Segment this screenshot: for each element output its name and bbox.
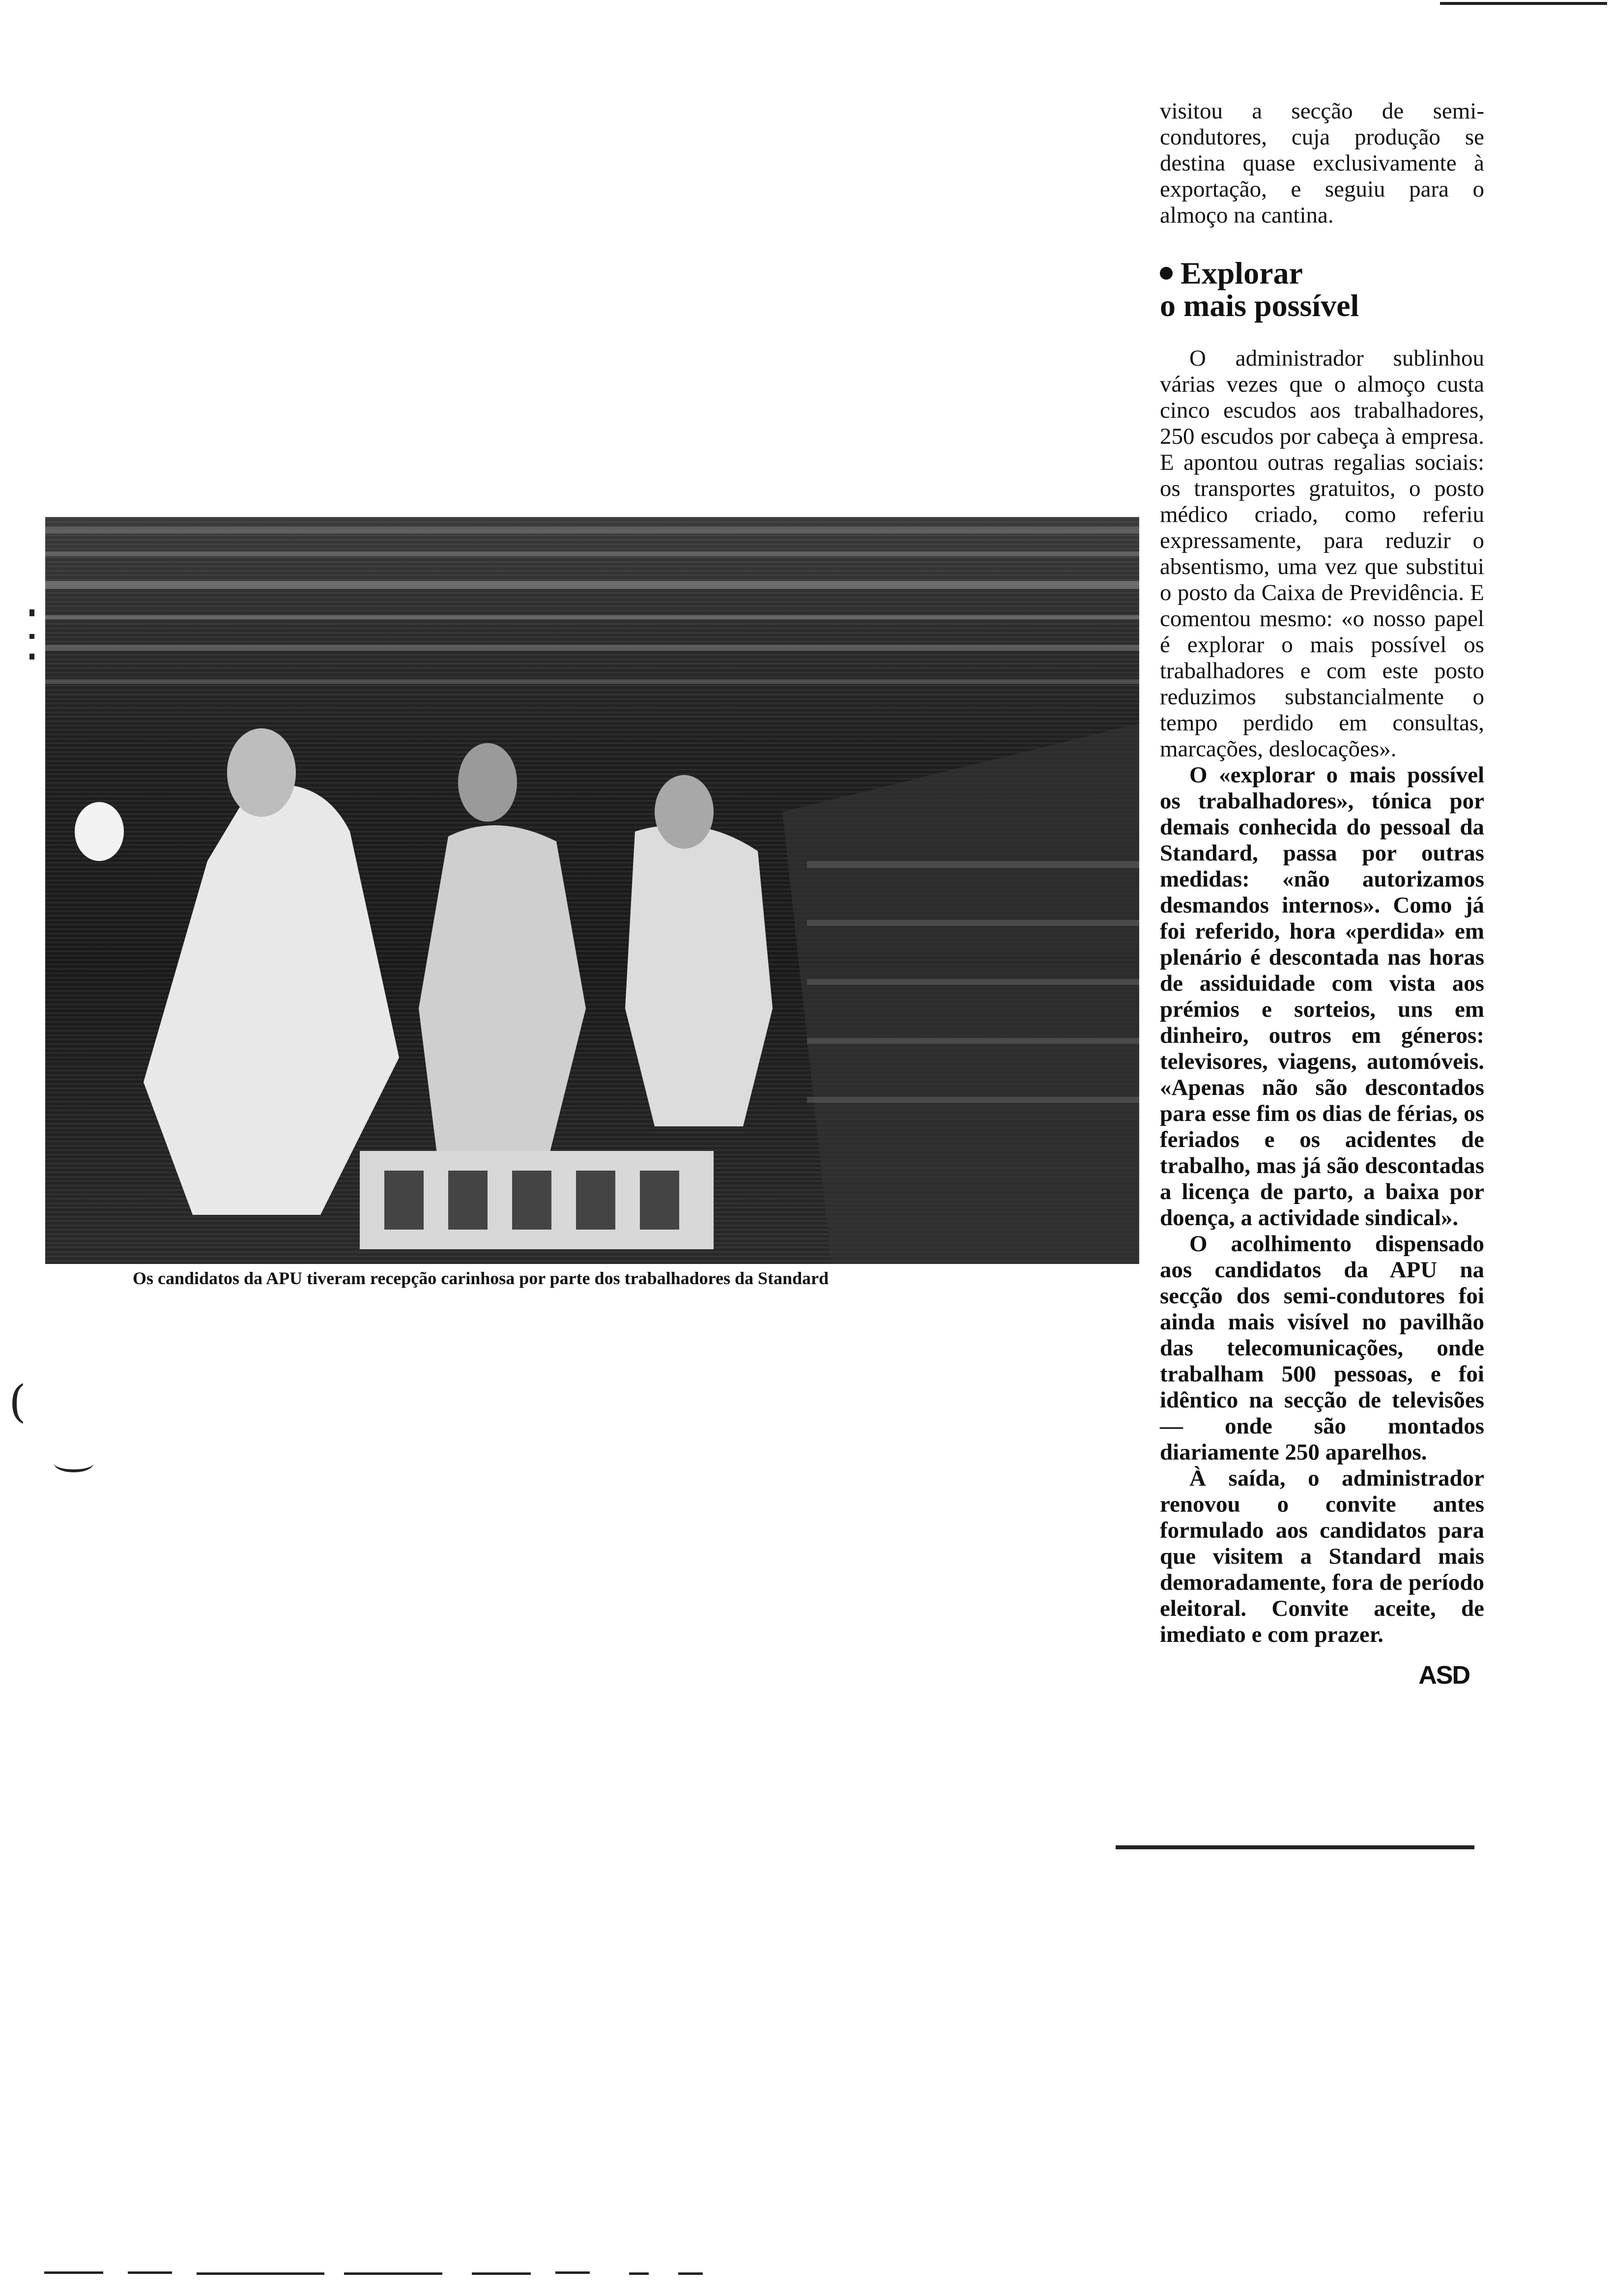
scan-mark — [472, 2272, 531, 2275]
scan-mark-curve — [54, 1455, 93, 1472]
author-signature: ASD — [1418, 1661, 1469, 1690]
subhead-line-1: Explorar — [1180, 256, 1303, 290]
article-column — [1160, 98, 1484, 1689]
scan-mark — [678, 2272, 703, 2275]
scan-mark — [344, 2272, 442, 2275]
top-rule — [1440, 2, 1607, 5]
scan-mark — [629, 2272, 649, 2275]
scan-mark-paren: ( — [9, 1376, 27, 1428]
scan-mark — [197, 2272, 324, 2275]
paragraph-2: O «explorar o mais possível os trabalhadores», tónica por demais conhecida do pessoal da Standard, passa por outras medidas: «não autorizamos desmandos internos». Como já foi referido, hora «perdida» em plenário é descontada nas horas de assiduidade com vista aos prémios e sorteios, uns em dinheiro, outros em géneros: televisores, viagens, automóveis. «Apenas não são descontados para esse fim os dias de férias, os feriados e os acidentes de trabalho, mas já são descontadas a licença de parto, a baixa por doença, a actividade sindical». — [1160, 762, 1484, 1231]
scan-mark — [29, 654, 34, 660]
paragraph-4: À saída, o administrador renovou o convite antes formulado aos candidatos para que visitem a Standard mais demoradamente, fora de período eleitoral. Convite aceite, de imediato e com prazer. — [1160, 1465, 1484, 1647]
article-subhead — [1160, 257, 1484, 322]
photo-image — [45, 517, 1139, 1264]
photo-caption: Os candidatos da APU tiveram recepção carinhosa por parte dos trabalhadores da Standard — [133, 1268, 829, 1288]
scan-mark — [44, 2271, 103, 2274]
scan-mark — [29, 609, 34, 616]
bottom-rule — [1116, 1845, 1474, 1849]
bullet-icon — [1160, 267, 1173, 280]
scan-mark — [29, 634, 34, 639]
article-photo — [45, 517, 1139, 1264]
paragraph-3: O acolhimento dispensado aos candidatos da APU na secção dos semi-condutores foi ainda mais visível no pavilhão das telecomunicações, onde trabalham 500 pessoas, e foi idêntico na secção de televisões — onde são montados diariamente 250 aparelhos. — [1160, 1231, 1484, 1465]
subhead-line-2: o mais possível — [1160, 288, 1359, 323]
article-intro: visitou a secção de semi-condutores, cuja produção se destina quase exclusivamente à exportação, e seguiu para o almoço na cantina. — [1160, 98, 1484, 228]
scan-mark — [128, 2271, 172, 2274]
paragraph-1: O administrador sublinhou várias vezes que o almoço custa cinco escudos aos trabalhadores, 250 escudos por cabeça à empresa. E apontou outras regalias sociais: os transportes gratuitos, o posto médico criado, como referiu expressamente, para reduzir o absentismo, uma vez que substitui o posto da Caixa de Previdência. E comentou mesmo: «o nosso papel é explorar o mais possível os trabalhadores e com este posto reduzimos substancialmente o tempo perdido em consultas, marcações, deslocações». — [1160, 345, 1484, 762]
scan-mark — [555, 2271, 590, 2274]
